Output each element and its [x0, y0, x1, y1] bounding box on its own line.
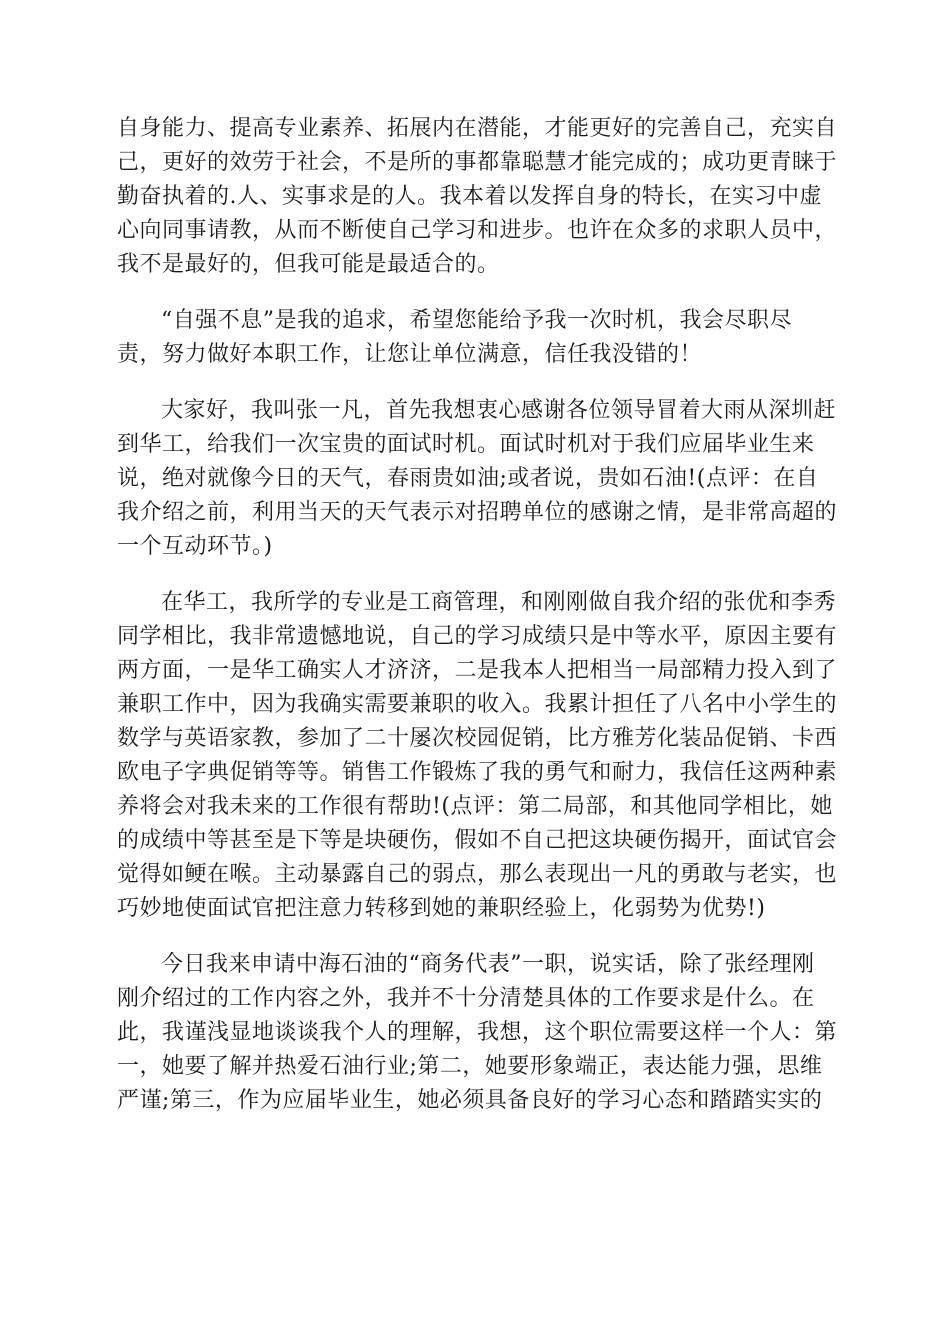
paragraph-1 [117, 112, 838, 282]
paragraph-5 [117, 948, 838, 1118]
text-line: 说，绝对就像今日的天气，春雨贵如油;或者说，贵如石油!(点评：在自 [117, 466, 819, 491]
text-line: 巧妙地使面试官把注意力转移到她的兼职经验上，化弱势为优势!) [117, 896, 766, 921]
text-line: 我介绍之前，利用当天的天气表示对招聘单位的感谢之情，是非常高超的 [117, 500, 838, 525]
text-line: 在华工，我所学的专业是工商管理，和刚刚做自我介绍的张优和李秀 [161, 590, 837, 615]
text-line: 我不是最好的，但我可能是最适合的。 [117, 252, 500, 277]
text-line: 觉得如鲠在喉。主动暴露自己的弱点，那么表现出一凡的勇敢与老实，也 [117, 862, 838, 887]
text-line: 大家好，我叫张一凡，首先我想衷心感谢各位领导冒着大雨从深圳赶 [161, 398, 837, 423]
text-line: 数学与英语家教，参加了二十屡次校园促销，比方雅芳化装品促销、卡西 [117, 726, 838, 751]
text-line: 的成绩中等甚至是下等是块硬伤，假如不自己把这块硬伤揭开，面试官会 [117, 828, 838, 853]
text-line: 两方面，一是华工确实人才济济，二是我本人把相当一局部精力投入到了 [117, 658, 838, 683]
text-line: 到华工，给我们一次宝贵的面试时机。面试时机对于我们应届毕业生来 [117, 432, 815, 457]
text-line: 自身能力、提高专业素养、拓展内在潜能，才能更好的完善自己，充实自 [117, 116, 838, 141]
text-line: 勤奋执着的.人、实事求是的人。我本着以发挥自身的特长，在实习中虚 [117, 184, 822, 209]
text-line: 一个互动环节。) [117, 534, 273, 559]
paragraph-3 [117, 394, 838, 564]
text-line: 己，更好的效劳于社会，不是所的事都靠聪慧才能完成的；成功更青睐于 [117, 150, 838, 175]
text-line: 欧电子字典促销等等。销售工作锻炼了我的勇气和耐力，我信任这两种素 [117, 760, 838, 785]
text-line: 今日我来申请中海石油的“商务代表”一职，说实话，除了张经理刚 [161, 952, 815, 977]
document-page [117, 112, 838, 1140]
paragraph-2 [117, 304, 833, 372]
text-line: 严谨;第三，作为应届毕业生，她必须具备良好的学习心态和踏踏实实的 [117, 1088, 823, 1113]
text-line: 刚介绍过的工作内容之外，我并不十分清楚具体的工作要求是什么。在 [117, 986, 815, 1011]
text-line: 此，我谨浅显地谈谈我个人的理解，我想，这个职位需要这样一个人：第 [117, 1020, 838, 1045]
text-line: 养将会对我未来的工作很有帮助!(点评：第二局部，和其他同学相比，她 [117, 794, 833, 819]
text-line: 兼职工作中，因为我确实需要兼职的收入。我累计担任了八名中小学生的 [117, 692, 838, 717]
paragraph-4 [117, 586, 838, 926]
text-line: 责，努力做好本职工作，让您让单位满意，信任我没错的！ [117, 342, 703, 367]
text-line: 心向同事请教，从而不断使自己学习和进步。也许在众多的求职人员中， [117, 218, 838, 243]
text-line: 同学相比，我非常遗憾地说，自己的学习成绩只是中等水平，原因主要有 [117, 624, 838, 649]
text-line: “自强不息”是我的追求，希望您能给予我一次时机，我会尽职尽 [161, 308, 792, 333]
text-line: 一，她要了解并热爱石油行业;第二，她要形象端正，表达能力强，思维 [117, 1054, 823, 1079]
